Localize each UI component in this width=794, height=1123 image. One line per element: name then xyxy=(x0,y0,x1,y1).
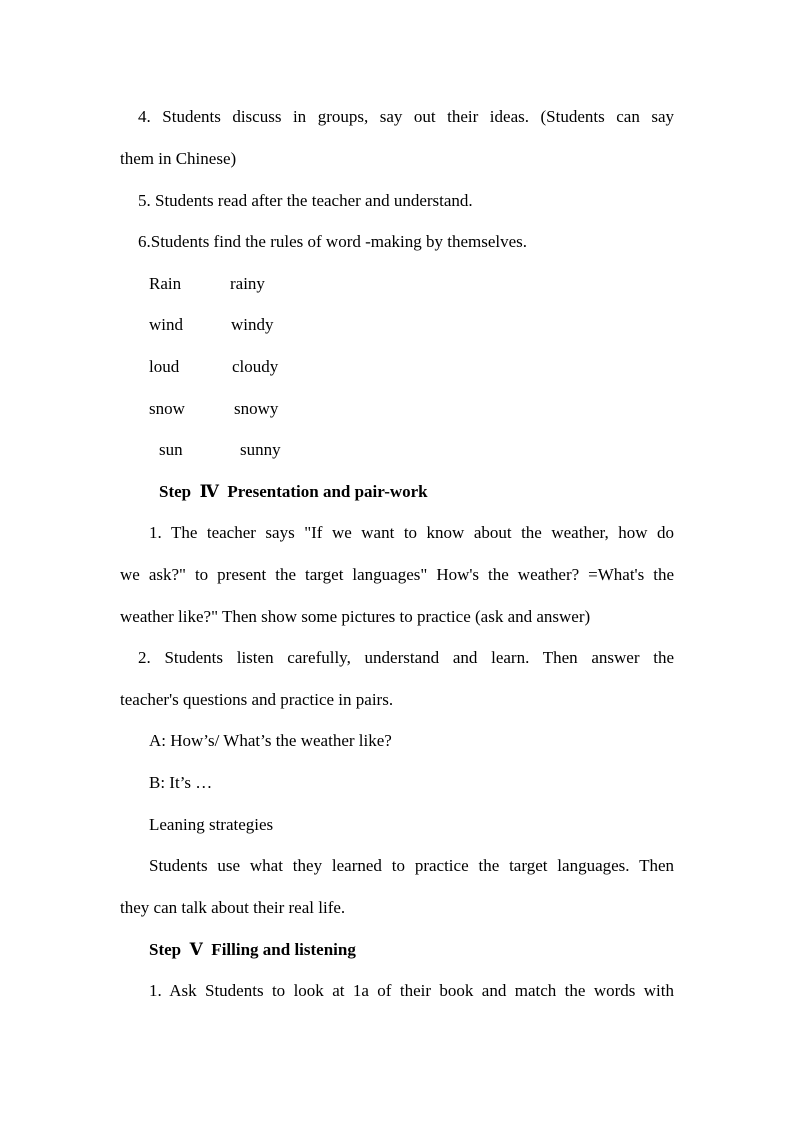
word-derived: cloudy xyxy=(232,357,279,376)
strategies-title: Leaning strategies xyxy=(149,815,274,834)
dialog-line-a: A: How’s/ What’s the weather like? xyxy=(149,731,392,750)
step-4-heading: Step Ⅳ Presentation and pair-work xyxy=(159,482,428,501)
step-5-heading: Step Ⅴ Filling and listening xyxy=(149,940,356,959)
word-derived: windy xyxy=(231,315,274,334)
paragraph-6: 6.Students find the rules of word -making by themselves. xyxy=(138,232,528,251)
word-derived: snowy xyxy=(234,399,279,418)
word-base: loud xyxy=(149,357,180,376)
word-derived: rainy xyxy=(230,274,265,293)
word-base: snow xyxy=(149,399,185,418)
strategies-line-1: Students use what they learned to practice the target languages. Then xyxy=(149,856,674,875)
paragraph-5: 5. Students read after the teacher and understand. xyxy=(138,191,473,210)
step-4-item-1-line-2: we ask?" to present the target languages" How's the weather? =What's the xyxy=(120,565,674,584)
word-base: Rain xyxy=(149,274,182,293)
word-derived: sunny xyxy=(240,440,281,459)
paragraph-4-line-2: them in Chinese) xyxy=(120,149,237,168)
paragraph-4-line-1: 4. Students discuss in groups, say out their ideas. (Students can say xyxy=(138,107,674,126)
step-4-item-1-line-1: 1. The teacher says "If we want to know about the weather, how do xyxy=(149,523,674,542)
word-base: wind xyxy=(149,315,183,334)
strategies-line-2: they can talk about their real life. xyxy=(120,898,346,917)
word-base: sun xyxy=(159,440,183,459)
step-4-item-2-line-1: 2. Students listen carefully, understand and learn. Then answer the xyxy=(138,648,674,667)
step-4-item-2-line-2: teacher's questions and practice in pairs. xyxy=(120,690,394,709)
dialog-line-b: B: It’s … xyxy=(149,773,213,792)
step-5-item-1-line-1: 1. Ask Students to look at 1a of their book and match the words with xyxy=(149,981,674,1000)
step-4-item-1-line-3: weather like?" Then show some pictures to practice (ask and answer) xyxy=(120,607,591,626)
